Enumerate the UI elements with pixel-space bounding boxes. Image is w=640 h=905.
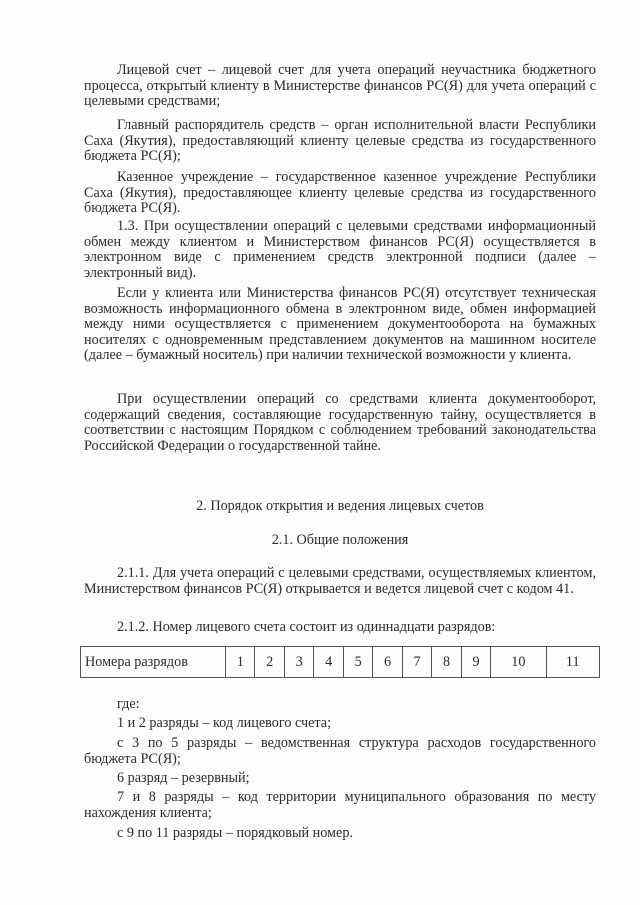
- section-subtitle: 2.1. Общие положения: [271, 532, 409, 548]
- legend-digits-9-11: с 9 по 11 разряды – порядковый номер.: [117, 825, 353, 841]
- digit-cell: 3: [284, 647, 313, 678]
- digit-cell: 9: [461, 647, 490, 678]
- digit-cell: 6: [373, 647, 402, 678]
- table-row: [81, 647, 600, 678]
- digit-cell: 10: [491, 647, 546, 678]
- digit-cell: 11: [546, 647, 599, 678]
- paragraph-paper-documents: Если у клиента или Министерства финансов РС(Я) отсутствует техническая возможность информационного обмена в электронном виде, обмен информацией между ними осуществляется с применением документооборота на бумажных носителях с одновременным представлением документов на машинном носителе (далее – бумажный носитель) при наличии технической возможности у клиента.: [84, 285, 596, 364]
- legend-digits-1-2: 1 и 2 разряды – код лицевого счета;: [117, 715, 332, 731]
- digit-cell: 2: [255, 647, 284, 678]
- legend-digits-7-8: 7 и 8 разряды – код территории муниципального образования по месту нахождения клиента;: [84, 789, 596, 821]
- clause-2-1-1: 2.1.1. Для учета операций с целевыми средствами, осуществляемых клиентом, Министерством финансов РС(Я) открывается и ведется лицевой счет с кодом 41.: [84, 565, 596, 597]
- digit-cell: 8: [432, 647, 461, 678]
- account-digits-table: [80, 646, 600, 678]
- definition-state-institution: Казенное учреждение – государственное казенное учреждение Республики Саха (Якутия), предоставляющее клиенту целевые средства из государственного бюджета РС(Я).: [84, 169, 596, 217]
- definition-chief-manager: Главный распорядитель средств – орган исполнительной власти Республики Саха (Якутия), предоставляющий клиенту целевые средства из государственного бюджета РС(Я);: [84, 117, 596, 165]
- clause-2-1-2: 2.1.2. Номер лицевого счета состоит из одиннадцати разрядов:: [117, 619, 496, 635]
- digit-cell: 4: [314, 647, 343, 678]
- section-title: 2. Порядок открытия и ведения лицевых счетов: [196, 498, 484, 514]
- legend-digits-3-5: с 3 по 5 разряды – ведомственная структура расходов государственного бюджета РС(Я);: [84, 735, 596, 767]
- table-header-cell: Номера разрядов: [81, 647, 226, 678]
- definition-personal-account: Лицевой счет – лицевой счет для учета операций неучастника бюджетного процесса, открытый клиенту в Министерстве финансов РС(Я) для учета операций с целевыми средствами;: [84, 62, 596, 110]
- legend-where: где:: [117, 696, 140, 712]
- legend-digit-6: 6 разряд – резервный;: [117, 770, 250, 786]
- paragraph-state-secret: При осуществлении операций со средствами клиента документооборот, содержащий сведения, составляющие государственную тайну, осуществляется в соответствии с настоящим Порядком с соблюдением требований законодательства Российской Федерации о государственной тайне.: [84, 391, 596, 454]
- clause-1-3: 1.3. При осуществлении операций с целевыми средствами информационный обмен между клиентом и Министерством финансов РС(Я) осуществляется в электронном виде с применением средств электронной подписи (далее – электронный вид).: [84, 218, 596, 281]
- digit-cell: 1: [226, 647, 255, 678]
- digit-cell: 5: [343, 647, 372, 678]
- digit-cell: 7: [402, 647, 431, 678]
